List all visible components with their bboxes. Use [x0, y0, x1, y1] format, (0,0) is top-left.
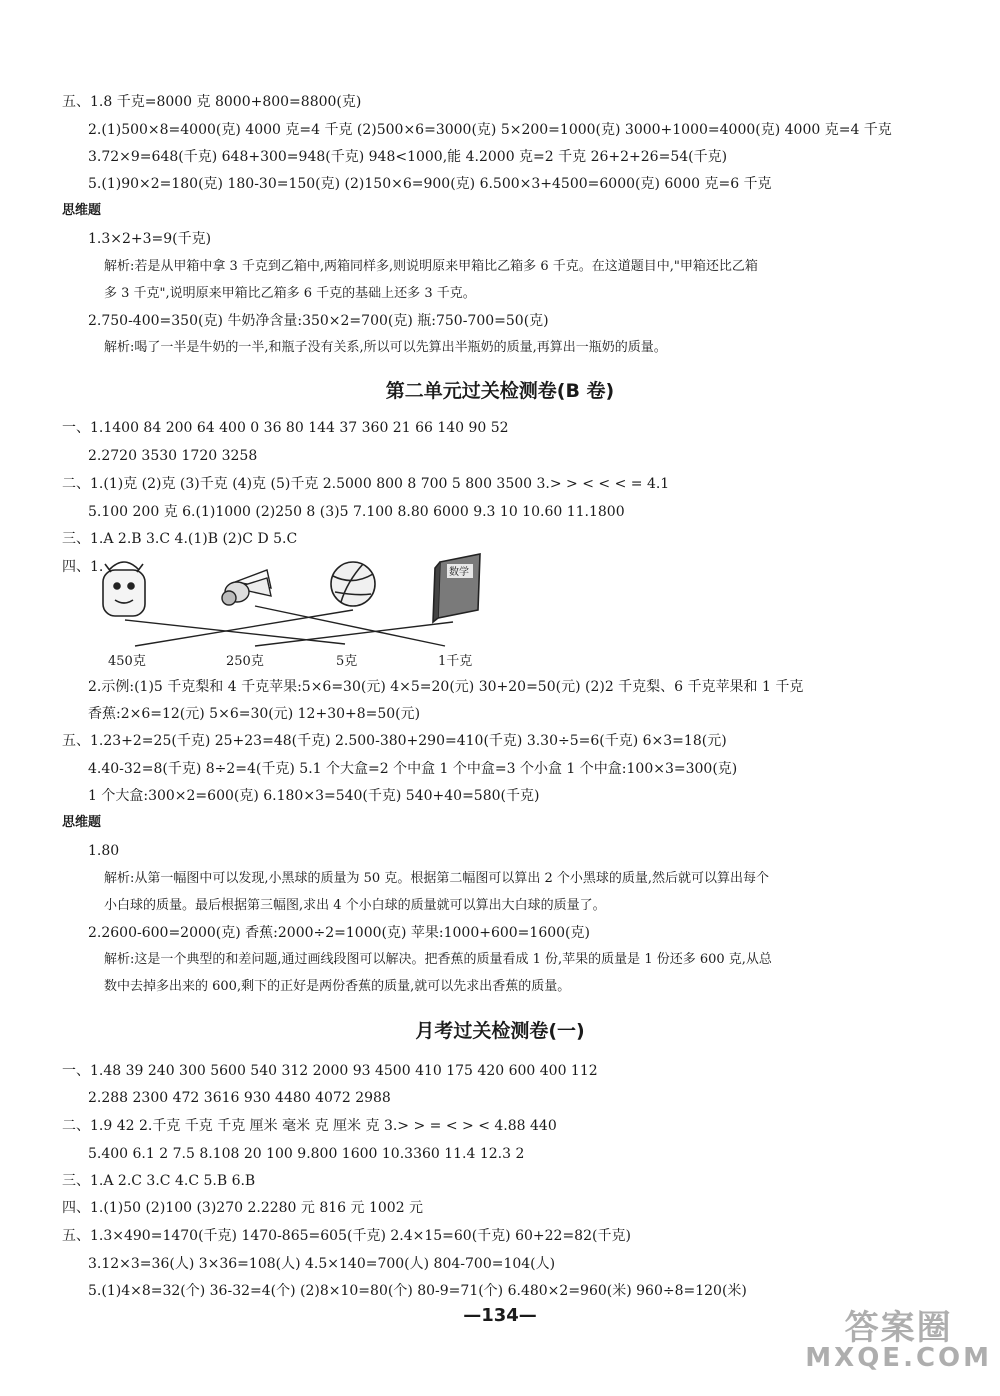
book-label: 数学 — [449, 567, 469, 578]
watermark-bottom: MXQE.COM — [805, 1343, 992, 1373]
answer-line: 二、1.(1)克 (2)克 (3)千克 (4)克 (5)千克 2.5000 800 8 700 5 800 3500 3.> > < < < = 4.1 — [62, 476, 670, 492]
answer-line: 5.(1)4×8=32(个) 36-32=4(个) (2)8×10=80(个) 80-9=71(个) 6.480×2=960(米) 960÷8=120(米) — [88, 1283, 747, 1299]
answer-line: 1.80 — [88, 843, 120, 859]
answer-line: 2.示例:(1)5 千克梨和 4 千克苹果:5×6=30(元) 4×5=20(元) 30+20=50(元) (2)2 千克梨、6 千克苹果和 1 千克 — [88, 679, 804, 695]
explanation-line: 解析:这是一个典型的和差问题,通过画线段图可以解决。把香蕉的质量看成 1 份,苹果的质量是 1 份还多 600 克,从总 — [104, 952, 772, 967]
watermark-logo — [805, 1300, 992, 1373]
answer-line: 5.100 200 克 6.(1)1000 (2)250 8 (3)5 7.100 8.80 6000 9.3 10 10.60 11.1800 — [88, 504, 625, 520]
section-title: 月考过关检测卷(一) — [415, 1020, 585, 1042]
answer-line: 3.12×3=36(人) 3×36=108(人) 4.5×140=700(人) 804-700=104(人) — [88, 1256, 556, 1272]
answer-line: 5.(1)90×2=180(克) 180-30=150(克) (2)150×6=900(克) 6.500×3+4500=6000(克) 6000 克=6 千克 — [88, 176, 772, 192]
answer-line: 三、1.A 2.C 3.C 4.C 5.B 6.B — [62, 1173, 256, 1189]
matching-lines — [125, 606, 453, 646]
answer-line: 三、1.A 2.B 3.C 4.(1)B (2)C D 5.C — [62, 531, 298, 547]
answer-line: 五、1.3×490=1470(千克) 1470-865=605(千克) 2.4×15=60(千克) 60+22=82(千克) — [62, 1228, 631, 1244]
explanation-line: 多 3 千克",说明原来甲箱比乙箱多 6 千克的基础上还多 3 千克。 — [104, 286, 476, 301]
answer-line: 5.400 6.1 2 7.5 8.108 20 100 9.800 1600 10.3360 11.4 12.3 2 — [88, 1146, 525, 1162]
section-title: 第二单元过关检测卷(B 卷) — [385, 380, 615, 402]
answer-line: 四、1. — [62, 559, 104, 575]
answer-line: 2.2720 3530 1720 3258 — [88, 448, 258, 464]
watermark-top: 答案圈 — [844, 1308, 953, 1348]
volleyball-icon — [331, 562, 375, 606]
answer-line: 2.(1)500×8=4000(克) 4000 克=4 千克 (2)500×6=3000(克) 5×200=1000(克) 3000+1000=4000(克) 4000 克=4 千克 — [88, 122, 892, 138]
section-heading: 思维题 — [62, 815, 102, 830]
answer-line: 二、1.9 42 2.千克 千克 千克 厘米 毫米 克 厘米 克 3.> > = < > < 4.88 440 — [62, 1118, 557, 1134]
page-number: —134— — [463, 1305, 537, 1326]
answer-line: 1 个大盒:300×2=600(克) 6.180×3=540(千克) 540+40=580(千克) — [88, 788, 540, 804]
answer-line: 2.288 2300 472 3616 930 4480 4072 2988 — [88, 1090, 391, 1106]
weight-label: 250克 — [226, 654, 264, 669]
answer-line: 香蕉:2×6=12(元) 5×6=30(元) 12+30+8=50(元) — [88, 706, 421, 722]
explanation-line: 解析:若是从甲箱中拿 3 千克到乙箱中,两箱同样多,则说明原来甲箱比乙箱多 6 千克。在这道题目中,"甲箱还比乙箱 — [104, 259, 758, 274]
answer-line: 4.40-32=8(千克) 8÷2=4(千克) 5.1 个大盒=2 个中盒 1 个中盒=3 个小盒 1 个中盒:100×3=300(克) — [88, 761, 738, 777]
answer-line: 一、1.1400 84 200 64 400 0 36 80 144 37 360 21 66 140 90 52 — [62, 420, 509, 436]
weight-label: 5克 — [336, 654, 358, 669]
explanation-line: 解析:喝了一半是牛奶的一半,和瓶子没有关系,所以可以先算出半瓶奶的质量,再算出一瓶奶的质量。 — [104, 340, 667, 355]
answer-line: 四、1.(1)50 (2)100 (3)270 2.2280 元 816 元 1002 元 — [62, 1200, 424, 1216]
answer-line: 3.72×9=648(千克) 648+300=948(千克) 948<1000,能 4.2000 克=2 千克 26+2+26=54(千克) — [88, 149, 728, 165]
answer-line: 一、1.48 39 240 300 5600 540 312 2000 93 4500 410 175 420 600 400 112 — [62, 1063, 598, 1079]
answer-line: 五、1.23+2=25(千克) 25+23=48(千克) 2.500-380+290=410(千克) 3.30÷5=6(千克) 6×3=18(元) — [62, 733, 727, 749]
answer-line: 1.3×2+3=9(千克) — [88, 231, 212, 247]
math-book-icon — [433, 554, 480, 622]
answer-line: 2.2600-600=2000(克) 香蕉:2000÷2=1000(克) 苹果:1000+600=1600(克) — [88, 925, 590, 941]
shuttlecock-icon — [222, 570, 271, 605]
matching-figure — [95, 552, 515, 652]
section-heading: 思维题 — [62, 203, 102, 218]
explanation-line: 数中去掉多出来的 600,剩下的正好是两份香蕉的质量,就可以先求出香蕉的质量。 — [104, 979, 571, 994]
answer-line: 2.750-400=350(克) 牛奶净含量:350×2=700(克) 瓶:750-700=50(克) — [88, 313, 549, 329]
weight-label: 1千克 — [438, 654, 473, 669]
explanation-line: 解析:从第一幅图中可以发现,小黑球的质量为 50 克。根据第二幅图可以算出 2 个小黑球的质量,然后就可以算出每个 — [104, 871, 769, 886]
backpack-icon — [103, 562, 145, 616]
answer-line: 五、1.8 千克=8000 克 8000+800=8800(克) — [62, 94, 362, 110]
explanation-line: 小白球的质量。最后根据第三幅图,求出 4 个小白球的质量就可以算出大白球的质量了。 — [104, 898, 606, 913]
weight-label: 450克 — [108, 654, 146, 669]
